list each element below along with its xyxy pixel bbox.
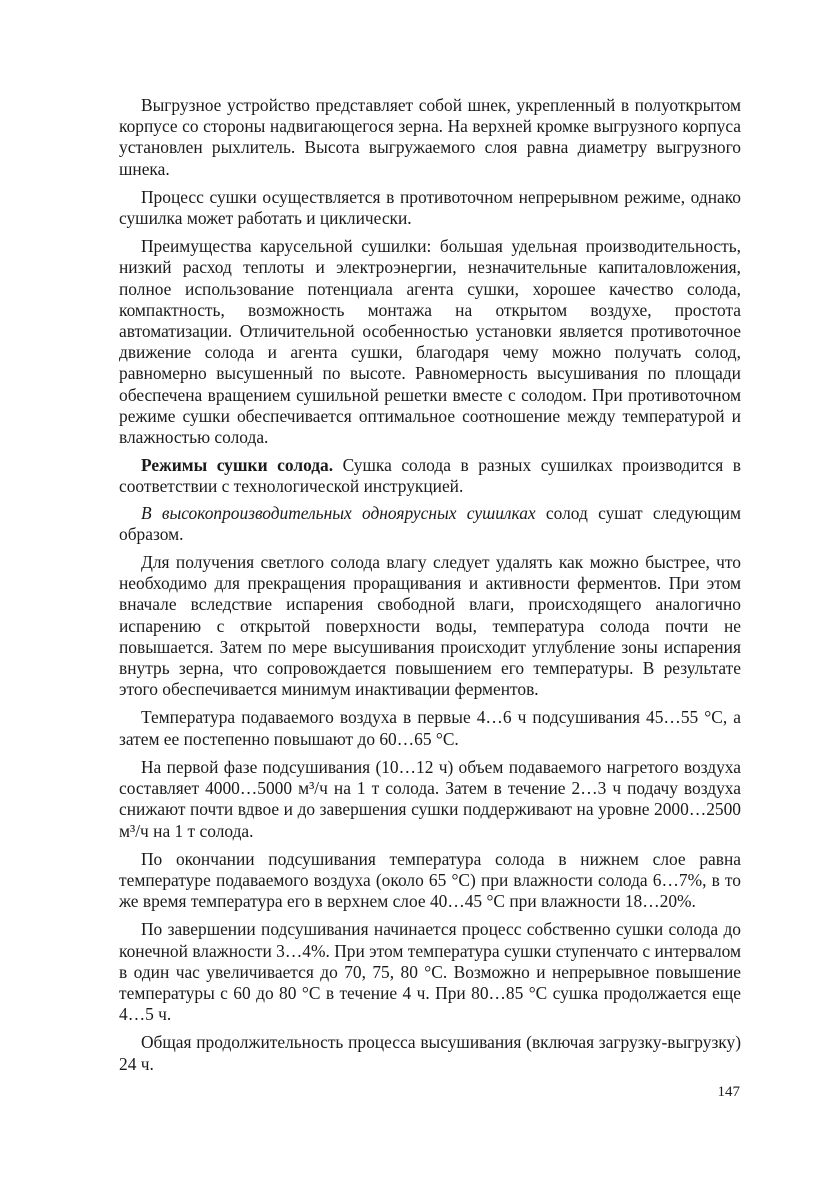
- italic-term-text: солод сушат следующим образом.: [119, 502, 741, 544]
- paragraph-advantages: Преимущества карусельной сушилки: большая удельная производительность, низкий расход теплоты и электроэнергии, незначительные капиталовложения, полное использование потенциала агента сушки, хорошее качество солода, компактность, возможность монтажа на открытом воздухе, простота автоматизации. Отличительной особенностью установки является противоточное движение солода и агента сушки, благодаря чему можно получать солод, равномерно высушенный по высоте. Равномерность высушивания по площади обеспечена вращением сушильной решетки вместе с солодом. При противоточном режиме сушки обеспечивается оптимальное соотношение между температурой и влажностью солода.: [119, 236, 741, 448]
- paragraph-drying-modes: [119, 455, 741, 497]
- paragraph-first-phase: На первой фазе подсушивания (10…12 ч) объем подаваемого нагретого воздуха составляет 4000…5000 м³/ч на 1 т солода. Затем в течение 2…3 ч подачу воздуха снижают почти вдвое и до завершения сушки поддерживают на уровне 2000…2500 м³/ч на 1 т солода.: [119, 756, 741, 841]
- paragraph-light-malt: Для получения светлого солода влагу следует удалять как можно быстрее, что необходимо для прекращения проращивания и активности ферментов. При этом вначале вследствие испарения свободной влаги, происходящего аналогично испарению с открытой поверхности воды, температура солода почти не повышается. Затем по мере высушивания происходит углубление зоны испарения внутрь зерна, что сопровождается повышением его температуры. В результате этого обеспечивается минимум инактивации ферментов.: [119, 552, 741, 700]
- paragraph-unloading-device: Выгрузное устройство представляет собой шнек, укрепленный в полуоткрытом корпусе со стороны надвигающегося зерна. На верхней кромке выгрузного корпуса установлен рыхлитель. Высота выгружаемого слоя равна диаметру выгрузного шнека.: [119, 95, 741, 179]
- page-number: 147: [717, 1084, 740, 1100]
- paragraph-air-temperature: Температура подаваемого воздуха в первые 4…6 ч подсушивания 45…55 °С, а затем ее постепенно повышают до 60…65 °С.: [119, 707, 741, 749]
- paragraph-end-of-predrying: По окончании подсушивания температура солода в нижнем слое равна температуре подаваемого воздуха (около 65 °С) при влажности солода 6…7%, в то же время температура его в верхнем слое 40…45 °С при влажности 18…20%.: [119, 848, 741, 912]
- italic-term: В высокопроизводительных одноярусных сушилках: [141, 502, 536, 523]
- section-heading-text: Сушка солода в разных сушилках производится в соответствии с технологической инструкцией.: [119, 455, 741, 497]
- paragraph-single-tier-dryers: [119, 503, 741, 545]
- paragraph-final-drying: По завершении подсушивания начинается процесс собственно сушки солода до конечной влажности 3…4%. При этом температура сушки ступенчато с интервалом в один час увеличивается до 70, 75, 80 °С. Возможно и непрерывное повышение температуры с 60 до 80 °С в течение 4 ч. При 80…85 °С сушка продолжается еще 4…5 ч.: [119, 919, 741, 1025]
- paragraph-drying-process: Процесс сушки осуществляется в противоточном непрерывном режиме, однако сушилка может работать и циклически.: [119, 186, 741, 229]
- book-page-text: [119, 95, 741, 1082]
- section-heading: Режимы сушки солода.: [141, 455, 334, 476]
- paragraph-total-duration: Общая продолжительность процесса высушивания (включая загрузку-выгрузку) 24 ч.: [119, 1032, 741, 1074]
